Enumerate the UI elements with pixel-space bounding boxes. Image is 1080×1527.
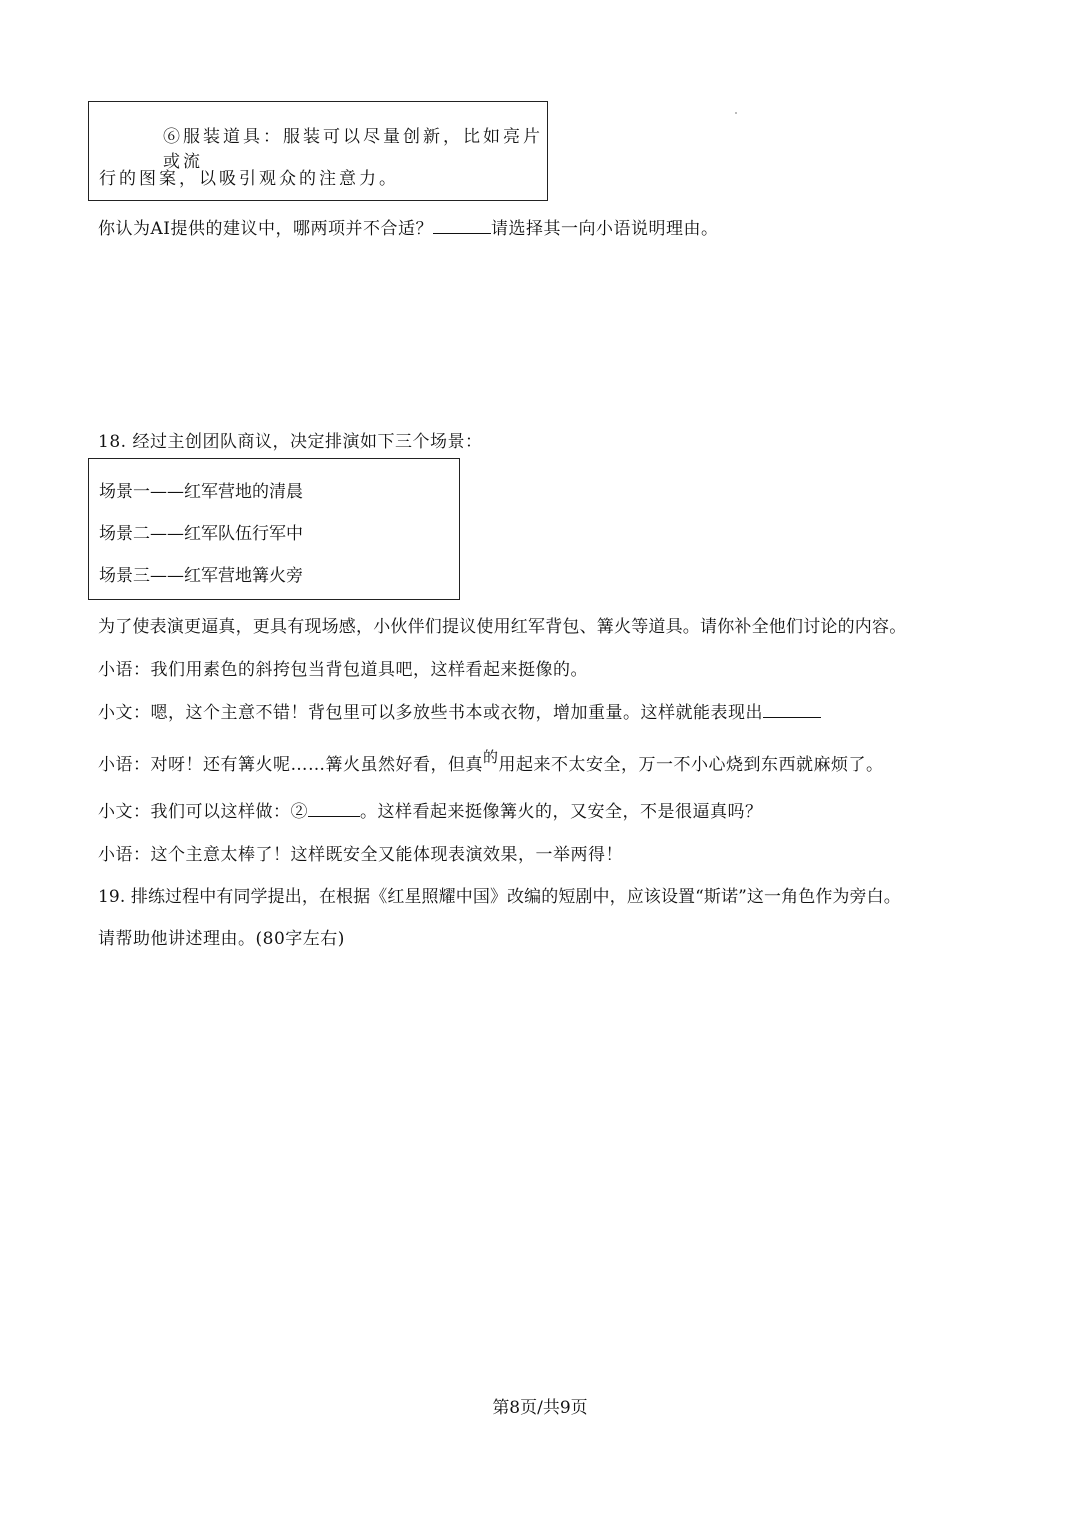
scan-speck	[735, 112, 737, 114]
dialogue-line-5: 小语：这个主意太棒了！这样既安全又能体现表演效果，一举两得！	[98, 845, 623, 865]
question-19-line-1: 19. 排练过程中有同学提出，在根据《红星照耀中国》改编的短剧中，应该设置“斯诺”这一角色作为旁白。	[98, 887, 901, 907]
ai-suggestion-box	[88, 101, 548, 201]
dialogue-line-2	[98, 698, 821, 723]
answer-blank[interactable]	[433, 215, 491, 234]
dialogue-line-4-text-b: 。这样看起来挺像篝火的，又安全，不是很逼真吗？	[360, 802, 763, 822]
dialogue-line-4	[98, 797, 763, 822]
question-ai-text-after: 请选择其一向小语说明理由。	[491, 219, 719, 239]
scene-item: 场景一——红军营地的清晨	[99, 482, 303, 502]
ai-suggestion-line-2: 行的图案，以吸引观众的注意力。	[99, 169, 399, 189]
ai-suggestion-line-1: ⑥服装道具：服装可以尽量创新，比如亮片或流	[163, 127, 543, 172]
dialogue-line-4-text-a: 小文：我们可以这样做：②	[98, 802, 308, 822]
dialogue-line-3-superscript: 的	[483, 748, 499, 766]
dialogue-line-3-text-b: 用起来不太安全，万一不小心烧到东西就麻烦了。	[498, 755, 884, 775]
scene-list-box	[88, 458, 460, 600]
dialogue-line-2-text: 小文：嗯，这个主意不错！背包里可以多放些书本或衣物，增加重量。这样就能表现出	[98, 703, 763, 723]
answer-blank-1[interactable]	[763, 699, 821, 718]
scene-item: 场景二——红军队伍行军中	[99, 524, 303, 544]
question-ai-text-before: 你认为AI提供的建议中，哪两项并不合适？	[98, 219, 433, 239]
dialogue-line-1: 小语：我们用素色的斜挎包当背包道具吧，这样看起来挺像的。	[98, 660, 588, 680]
dialogue-line-3-text-a: 小语：对呀！还有篝火呢……篝火虽然好看，但真	[98, 755, 483, 775]
answer-blank-2[interactable]	[308, 798, 360, 817]
page-footer: 第8页/共9页	[492, 1398, 588, 1418]
dialogue-line-3	[98, 750, 884, 775]
question-18-intro: 18. 经过主创团队商议，决定排演如下三个场景：	[98, 432, 483, 452]
question-ai-unsuitable	[98, 214, 719, 239]
scene-item: 场景三——红军营地篝火旁	[99, 566, 303, 586]
question-19-line-2: 请帮助他讲述理由。(80字左右)	[98, 929, 345, 949]
question-18-prompt: 为了使表演更逼真，更具有现场感，小伙伴们提议使用红军背包、篝火等道具。请你补全他们讨论的内容。	[98, 617, 907, 637]
